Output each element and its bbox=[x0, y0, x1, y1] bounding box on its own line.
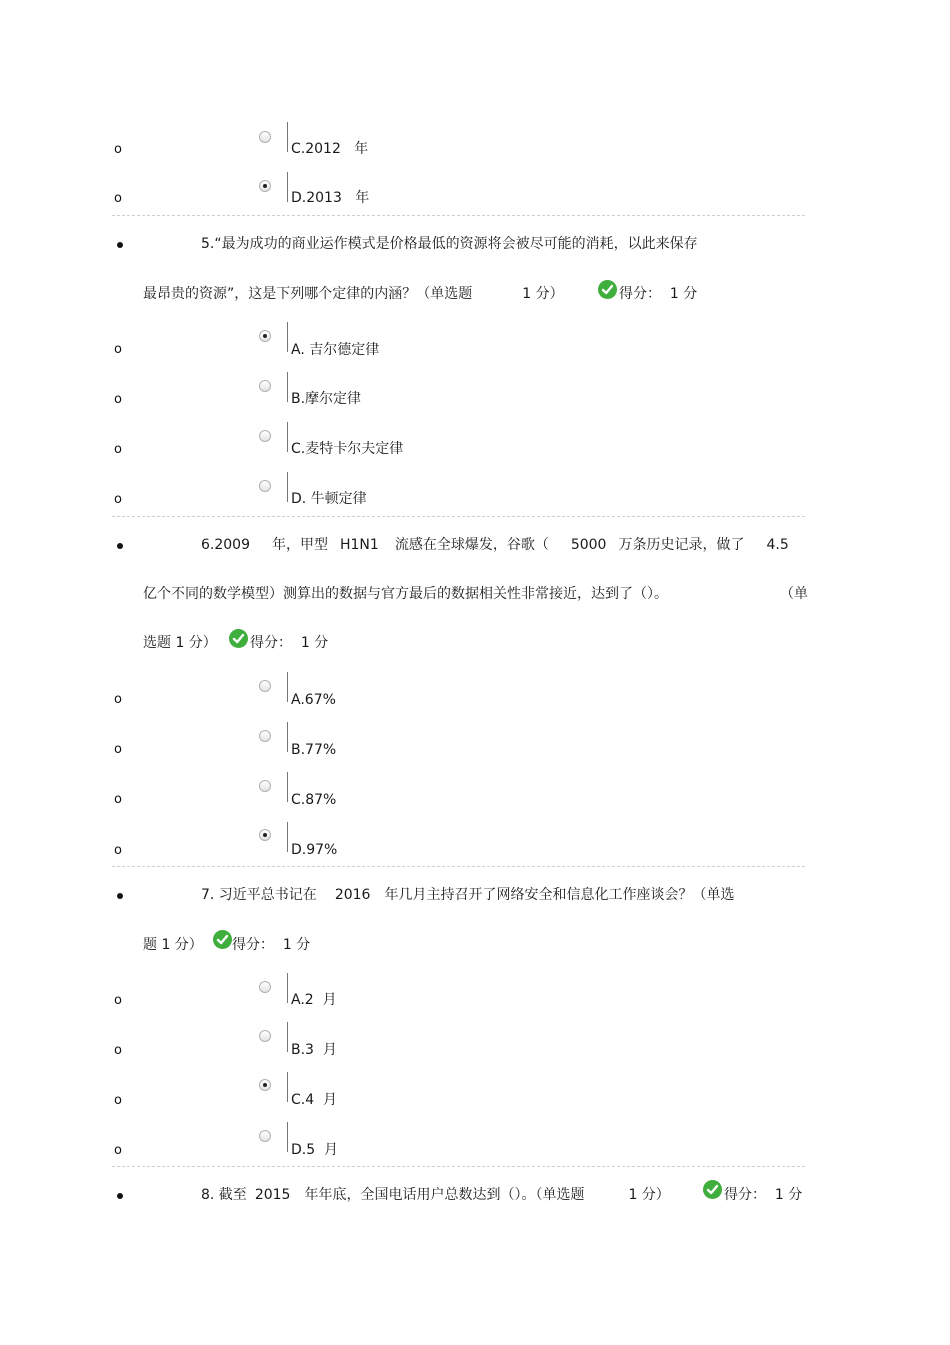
radio-q6-a[interactable] bbox=[259, 680, 271, 692]
q6-text-line2-end: （单 bbox=[780, 586, 808, 602]
separator bbox=[112, 215, 805, 216]
check-icon bbox=[213, 930, 232, 949]
question-bullet bbox=[117, 1193, 123, 1199]
radio-q4-d[interactable] bbox=[259, 180, 271, 192]
option-q5-d: D. 牛顿定律 bbox=[291, 491, 367, 507]
q5-score: 得分： 1 分 bbox=[619, 286, 698, 302]
radio-q7-b[interactable] bbox=[259, 1030, 271, 1042]
option-q6-a: A.67% bbox=[291, 692, 336, 708]
sub-bullet: o bbox=[114, 342, 122, 357]
question-bullet bbox=[117, 543, 123, 549]
option-q4-c: C.2012 年 bbox=[291, 141, 369, 157]
q7-text-line2: 题 1 分） bbox=[143, 937, 203, 953]
sub-bullet: o bbox=[114, 1093, 122, 1108]
option-q6-c: C.87% bbox=[291, 792, 337, 808]
radio-q5-a[interactable] bbox=[259, 330, 271, 342]
option-q7-a: A.2 月 bbox=[291, 992, 337, 1008]
q6-score: 得分： 1 分 bbox=[250, 635, 329, 651]
option-q7-d: D.5 月 bbox=[291, 1142, 339, 1158]
sub-bullet: o bbox=[114, 843, 122, 858]
radio-q6-c[interactable] bbox=[259, 780, 271, 792]
sub-bullet: o bbox=[114, 792, 122, 807]
option-divider bbox=[287, 672, 288, 702]
q6-text-line3: 选题 1 分） bbox=[143, 635, 217, 651]
radio-q5-c[interactable] bbox=[259, 430, 271, 442]
q6-text-line2: 亿个不同的数学模型）测算出的数据与官方最后的数据相关性非常接近，达到了（）。 bbox=[143, 586, 668, 602]
option-divider bbox=[287, 973, 288, 1003]
option-q6-d: D.97% bbox=[291, 842, 338, 858]
q8-text-line1: 8. 截至 2015 年年底，全国电话用户总数达到（）。（单选题 1 分） bbox=[201, 1187, 670, 1203]
q8-score: 得分： 1 分 bbox=[724, 1187, 803, 1203]
option-q5-b: B.摩尔定律 bbox=[291, 391, 362, 407]
check-icon bbox=[229, 629, 248, 648]
check-icon bbox=[703, 1180, 722, 1199]
question-bullet bbox=[117, 242, 123, 248]
radio-q7-a[interactable] bbox=[259, 981, 271, 993]
option-divider bbox=[287, 722, 288, 752]
sub-bullet: o bbox=[114, 392, 122, 407]
sub-bullet: o bbox=[114, 1143, 122, 1158]
sub-bullet: o bbox=[114, 142, 122, 157]
option-divider bbox=[287, 372, 288, 402]
option-divider bbox=[287, 1122, 288, 1152]
sub-bullet: o bbox=[114, 492, 122, 507]
sub-bullet: o bbox=[114, 993, 122, 1008]
sub-bullet: o bbox=[114, 742, 122, 757]
radio-q6-d[interactable] bbox=[259, 829, 271, 841]
separator bbox=[112, 1166, 805, 1167]
option-q6-b: B.77% bbox=[291, 742, 337, 758]
radio-q6-b[interactable] bbox=[259, 730, 271, 742]
q6-text-line1: 6.2009 年，甲型 H1N1 流感在全球爆发，谷歌（ 5000 万条历史记录，做了 4.5 bbox=[201, 537, 789, 553]
q7-text-line1: 7. 习近平总书记在 2016 年几月主持召开了网络安全和信息化工作座谈会？（单选 bbox=[201, 887, 735, 903]
q5-text-line2: 最昂贵的资源”，这是下列哪个定律的内涵？（单选题 1 分） bbox=[143, 286, 564, 302]
option-divider bbox=[287, 472, 288, 502]
question-bullet bbox=[117, 893, 123, 899]
option-divider bbox=[287, 1022, 288, 1052]
radio-q7-c[interactable] bbox=[259, 1079, 271, 1091]
option-divider bbox=[287, 322, 288, 352]
sub-bullet: o bbox=[114, 442, 122, 457]
option-divider bbox=[287, 822, 288, 852]
option-q7-c: C.4 月 bbox=[291, 1092, 338, 1108]
option-q4-d: D.2013 年 bbox=[291, 190, 370, 206]
option-divider bbox=[287, 1072, 288, 1102]
separator bbox=[112, 516, 805, 517]
sub-bullet: o bbox=[114, 191, 122, 206]
check-icon bbox=[598, 280, 617, 299]
radio-q4-c[interactable] bbox=[259, 131, 271, 143]
option-divider bbox=[287, 422, 288, 452]
option-q7-b: B.3 月 bbox=[291, 1042, 337, 1058]
radio-q5-d[interactable] bbox=[259, 480, 271, 492]
sub-bullet: o bbox=[114, 1043, 122, 1058]
q5-text-line1: 5.“最为成功的商业运作模式是价格最低的资源将会被尽可能的消耗，以此来保存 bbox=[201, 236, 698, 252]
option-divider bbox=[287, 772, 288, 802]
radio-q5-b[interactable] bbox=[259, 380, 271, 392]
q7-score: 得分： 1 分 bbox=[232, 937, 311, 953]
option-q5-a: A. 吉尔德定律 bbox=[291, 342, 380, 358]
separator bbox=[112, 866, 805, 867]
radio-q7-d[interactable] bbox=[259, 1130, 271, 1142]
sub-bullet: o bbox=[114, 692, 122, 707]
option-divider bbox=[287, 172, 288, 202]
option-q5-c: C.麦特卡尔夫定律 bbox=[291, 441, 404, 457]
option-divider bbox=[287, 122, 288, 152]
